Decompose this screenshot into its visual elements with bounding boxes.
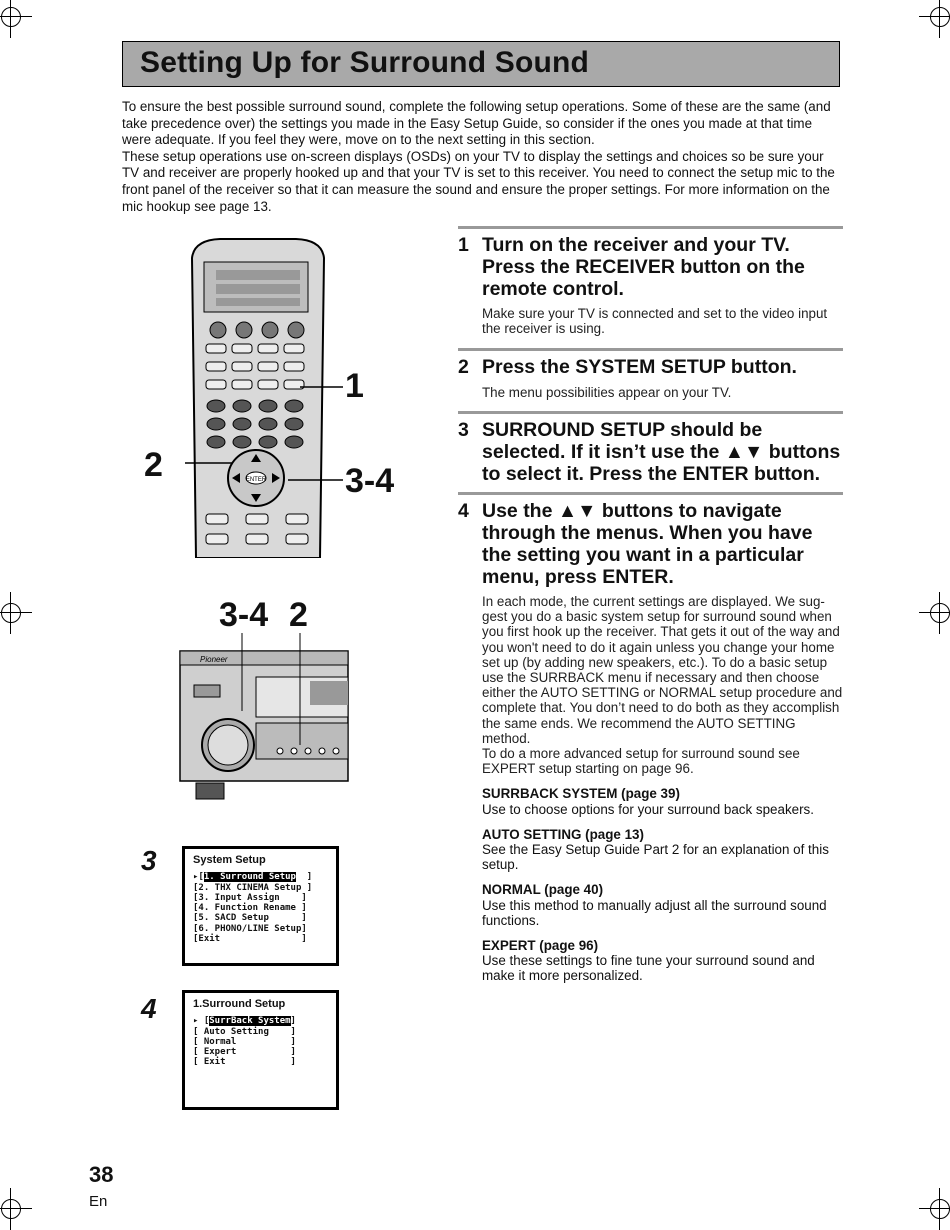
osd-item: [ Expert ] bbox=[193, 1047, 296, 1058]
osd-selected-row: ▸ [SurrBack System] bbox=[193, 1016, 296, 1027]
registration-mark bbox=[0, 600, 24, 626]
osd-title: System Setup bbox=[193, 854, 266, 866]
language-code: En bbox=[89, 1193, 108, 1210]
osd-item: [4. Function Rename ] bbox=[193, 903, 307, 914]
intro-text bbox=[122, 99, 844, 215]
front-panel-illustration bbox=[178, 633, 350, 803]
step-2 bbox=[458, 348, 843, 400]
title-banner bbox=[122, 41, 840, 87]
osd-item: [ Exit ] bbox=[193, 1057, 296, 1068]
subsection-text: See the Easy Setup Guide Part 2 for an explanation of this setup. bbox=[482, 842, 829, 873]
callout-1: 1 bbox=[345, 367, 364, 405]
step-number: 3 bbox=[458, 419, 469, 441]
osd-item: [5. SACD Setup ] bbox=[193, 913, 307, 924]
front-callout-2: 2 bbox=[289, 596, 308, 634]
intro-paragraph: To ensure the best possible surround sound, complete the following setup operations. Some of these are the same (and take precedence over) the settings you made in the Easy Setup Guide, so consider if the ones you made at that time were adequate. If you feel they were, move on to the next setting in this section. bbox=[122, 99, 831, 148]
subsection-text: Use these settings to fine tune your surround sound and make it more personalized. bbox=[482, 953, 815, 984]
subsection-heading: EXPERT (page 96) bbox=[482, 938, 599, 954]
osd-title: 1.Surround Setup bbox=[193, 998, 286, 1010]
enter-label: ENTER bbox=[245, 477, 267, 483]
subsection-expert bbox=[482, 938, 843, 984]
step-heading: Press the SYSTEM SETUP button. bbox=[482, 356, 797, 378]
step-number: 4 bbox=[458, 500, 469, 522]
osd-item: [ Normal ] bbox=[193, 1036, 296, 1047]
subsection-auto-setting bbox=[482, 827, 843, 873]
subsection-text: Use this method to manually adjust all the surround sound functions. bbox=[482, 897, 827, 928]
registration-mark bbox=[0, 1196, 24, 1222]
intro-paragraph: These setup operations use on-screen displays (OSDs) on your TV to display the settings and choices so be sure your TV and receiver are properly hooked up and that your TV is set to this receiver. You need to connect the setup mic to the front panel of the receiver so that it can measure the sound and ensure the proper settings. For more information on the mic hookup see page 13. bbox=[122, 148, 835, 214]
step-3 bbox=[458, 411, 843, 485]
osd-item: [Exit ] bbox=[193, 934, 307, 945]
figure-number-4: 4 bbox=[141, 993, 157, 1024]
registration-mark bbox=[0, 4, 24, 30]
brand-label: Pioneer bbox=[200, 655, 228, 664]
registration-mark bbox=[927, 4, 950, 30]
registration-mark bbox=[927, 600, 950, 626]
subsection-heading: SURRBACK SYSTEM (page 39) bbox=[482, 786, 680, 802]
step-number: 1 bbox=[458, 234, 469, 256]
subsection-surrback bbox=[482, 786, 843, 816]
osd-selected-item: 1. Surround Setup bbox=[203, 872, 296, 883]
subsection-text: Use to choose options for your surround back speakers. bbox=[482, 801, 814, 817]
subsection-normal bbox=[482, 882, 843, 928]
front-callout-3-4: 3-4 bbox=[219, 596, 269, 634]
page-number: 38 bbox=[89, 1162, 114, 1187]
osd-item: [3. Input Assign ] bbox=[193, 892, 307, 903]
step-4 bbox=[458, 492, 843, 984]
osd-selected-row: ▸[1. Surround Setup ] bbox=[193, 872, 313, 883]
page-title: Setting Up for Surround Sound bbox=[140, 46, 590, 79]
osd-selected-item: SurrBack System bbox=[209, 1016, 291, 1027]
step-heading: SURROUND SETUP should be selected. If it isn’t use the ▲▼ buttons to select it. Press the ENTER button. bbox=[482, 419, 841, 485]
step-1 bbox=[458, 226, 843, 336]
step-number: 2 bbox=[458, 356, 469, 378]
registration-mark bbox=[927, 1196, 950, 1222]
step-description: In each mode, the current settings are displayed. We sug-gest you do a basic system setup for surround sound when you first hook up the receiver. That gets it out of the way and you won't need to do it again unless you change your home set up (by adding new speakers, etc.). To do a basic setup use the SURRBACK menu if necessary and then choose either the AUTO SETTING or NORMAL setup procedure and complete that. You don’t need to do both as they accomplish the same ends. We recommend the AUTO SETTING method. To do a more advanced setup for surround sound see EXPERT setup starting on page 96. bbox=[482, 594, 843, 777]
step-description: The menu possibilities appear on your TV. bbox=[482, 385, 732, 400]
step-heading: Use the ▲▼ buttons to navigate through the menus. When you have the setting you want in a particular menu, press ENTER. bbox=[482, 500, 813, 588]
remote-callout-lines bbox=[160, 380, 350, 490]
osd-surround-setup bbox=[182, 990, 339, 1110]
figure-number-3: 3 bbox=[141, 845, 157, 876]
step-heading: Turn on the receiver and your TV. Press the RECEIVER button on the remote control. bbox=[482, 234, 805, 300]
osd-system-setup bbox=[182, 846, 339, 966]
osd-item: [2. THX CINEMA Setup ] bbox=[193, 882, 313, 893]
step-description: Make sure your TV is connected and set to the video input the receiver is using. bbox=[482, 306, 828, 337]
subsection-heading: AUTO SETTING (page 13) bbox=[482, 826, 644, 842]
osd-item: [6. PHONO/LINE Setup] bbox=[193, 923, 307, 934]
osd-item: [ Auto Setting ] bbox=[193, 1026, 296, 1037]
callout-3-4: 3-4 bbox=[345, 462, 395, 500]
subsection-heading: NORMAL (page 40) bbox=[482, 882, 604, 898]
callout-2: 2 bbox=[144, 446, 163, 484]
